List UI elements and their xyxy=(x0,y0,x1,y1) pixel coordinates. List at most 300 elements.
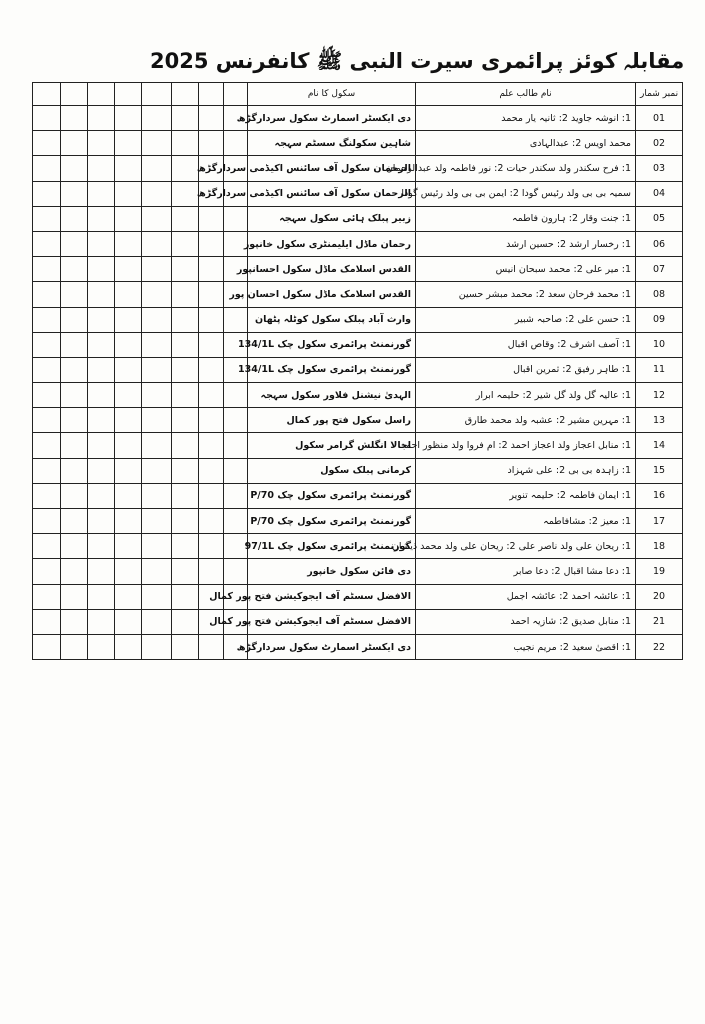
blank-cell xyxy=(142,609,172,634)
student-1-name: 1: میر علی xyxy=(585,263,631,275)
blank-cell xyxy=(88,181,115,206)
blank-cell xyxy=(199,634,224,659)
table-row xyxy=(33,357,683,382)
student-2-name: 2: علی شہزاد xyxy=(507,465,566,477)
blank-cell xyxy=(142,181,172,206)
school-name-cell: الہدیٰ نیشنل فلاور سکول سہجہ xyxy=(248,383,416,408)
blank-cell xyxy=(88,559,115,584)
blank-cell xyxy=(142,483,172,508)
blank-cell xyxy=(142,332,172,357)
blank-cell xyxy=(33,156,61,181)
blank-cell xyxy=(88,131,115,156)
school-name-cell: گورنمنٹ پرائمری سکول چک 134/1L xyxy=(248,332,416,357)
student-names-cell xyxy=(416,231,636,256)
table-row xyxy=(33,433,683,458)
student-names-cell xyxy=(416,206,636,231)
blank-cell xyxy=(172,408,199,433)
student-names-cell xyxy=(385,156,636,181)
blank-cell xyxy=(115,231,142,256)
student-2-name: 2: محمد سبحان انیس xyxy=(495,263,583,275)
school-header: سکول کا نام xyxy=(248,83,416,106)
student-2-name: 2: ثانیہ یار محمد xyxy=(501,112,568,124)
blank-cell xyxy=(61,257,88,282)
student-1-name: 1: مہرین مشیر xyxy=(568,414,631,426)
blank-cell xyxy=(61,181,88,206)
student-1-name: 1: آصف اشرف xyxy=(569,339,631,351)
blank-cell xyxy=(224,206,248,231)
blank-cell xyxy=(33,509,61,534)
student-2-name: 2: عبدالہادی xyxy=(529,137,582,149)
blank-cell xyxy=(88,156,115,181)
blank-cell xyxy=(88,609,115,634)
student-1-name: 1: محمد فرحان سعد xyxy=(547,288,631,300)
student-1-name: 1: رخسار ارشد xyxy=(569,238,631,250)
serial-number-cell: 18 xyxy=(636,534,683,559)
table-row xyxy=(33,609,683,634)
blank-header xyxy=(142,83,172,106)
table-row xyxy=(33,383,683,408)
student-1-name: 1: دعا مشا اقبال xyxy=(563,565,631,577)
blank-cell xyxy=(199,357,224,382)
blank-cell xyxy=(172,383,199,408)
student-1-name: 1: انوشہ جاوید xyxy=(571,112,631,124)
blank-cell xyxy=(88,408,115,433)
student-1-name: 1: منابل صدیق xyxy=(571,616,631,628)
blank-cell xyxy=(199,383,224,408)
blank-cell xyxy=(33,433,61,458)
school-name-cell: دی فائن سکول خانپور xyxy=(248,559,416,584)
blank-cell xyxy=(224,534,248,559)
blank-header xyxy=(61,83,88,106)
serial-number-cell: 12 xyxy=(636,383,683,408)
table-row xyxy=(33,282,683,307)
blank-cell xyxy=(115,106,142,131)
blank-cell xyxy=(142,307,172,332)
student-2-name: 2: صاحبہ شبیر xyxy=(514,314,575,326)
blank-cell xyxy=(61,282,88,307)
blank-cell xyxy=(115,206,142,231)
student-names-cell xyxy=(416,257,636,282)
blank-cell xyxy=(224,559,248,584)
blank-cell xyxy=(33,332,61,357)
serial-number-cell: 01 xyxy=(636,106,683,131)
blank-cell xyxy=(142,559,172,584)
blank-cell xyxy=(199,257,224,282)
blank-cell xyxy=(115,483,142,508)
blank-cell xyxy=(88,483,115,508)
blank-cell xyxy=(33,609,61,634)
blank-cell xyxy=(172,231,199,256)
blank-cell xyxy=(33,206,61,231)
blank-cell xyxy=(199,131,224,156)
blank-cell xyxy=(33,534,61,559)
blank-cell xyxy=(61,433,88,458)
table-row xyxy=(33,534,683,559)
school-name-cell: القدس اسلامک ماڈل سکول احسانپور xyxy=(248,257,416,282)
blank-cell xyxy=(61,559,88,584)
blank-cell xyxy=(224,408,248,433)
serial-number-cell: 19 xyxy=(636,559,683,584)
student-1-name: 1: ریحان علی ولد ناصر علی xyxy=(518,540,631,552)
blank-cell xyxy=(142,131,172,156)
student-1-name: 1: ایمان فاطمہ xyxy=(569,490,631,502)
blank-cell xyxy=(115,634,142,659)
serial-header: نمبر شمار xyxy=(636,83,683,106)
student-names-cell xyxy=(416,509,636,534)
school-name-cell: گورنمنٹ پرائمری سکول چک 70/P xyxy=(248,509,416,534)
student-names-cell xyxy=(416,357,636,382)
serial-number-cell: 07 xyxy=(636,257,683,282)
student-1-name: 1: منابل اعجاز ولد اعجاز احمد xyxy=(510,440,631,452)
blank-cell xyxy=(61,408,88,433)
blank-cell xyxy=(142,509,172,534)
blank-cell xyxy=(88,307,115,332)
blank-cell xyxy=(172,458,199,483)
serial-number-cell: 20 xyxy=(636,584,683,609)
blank-cell xyxy=(115,257,142,282)
student-2-name: 2: ام فروا ولد منظور احمد xyxy=(401,440,508,452)
student-2-name: 2: ہارون فاطمہ xyxy=(512,213,578,225)
table-row xyxy=(33,509,683,534)
student-names-cell xyxy=(416,408,636,433)
school-name-cell: الافضل سسٹم آف ایجوکیشن فتح پور کمال xyxy=(248,609,416,634)
school-name-cell: الافضل سسٹم آف ایجوکیشن فتح پور کمال xyxy=(248,584,416,609)
blank-cell xyxy=(142,408,172,433)
student-header: نام طالب علم xyxy=(416,83,636,106)
table-row xyxy=(33,634,683,659)
blank-cell xyxy=(172,156,199,181)
student-names-cell xyxy=(416,383,636,408)
blank-cell xyxy=(142,458,172,483)
blank-cell xyxy=(115,332,142,357)
blank-cell xyxy=(115,559,142,584)
table-row xyxy=(33,231,683,256)
table-row xyxy=(33,156,683,181)
blank-cell xyxy=(172,357,199,382)
school-name-cell: گورنمنٹ پرائمری سکول چک 70/P xyxy=(248,483,416,508)
blank-cell xyxy=(199,231,224,256)
blank-cell xyxy=(172,584,199,609)
blank-cell xyxy=(33,307,61,332)
blank-header xyxy=(88,83,115,106)
blank-cell xyxy=(115,408,142,433)
blank-cell xyxy=(61,357,88,382)
serial-number-cell: 15 xyxy=(636,458,683,483)
blank-cell xyxy=(172,534,199,559)
student-names-cell xyxy=(401,433,636,458)
serial-number-cell: 17 xyxy=(636,509,683,534)
blank-cell xyxy=(199,282,224,307)
student-2-name: 2: مشافاطمہ xyxy=(543,515,598,527)
student-2-name: 2: دعا صابر xyxy=(513,565,561,577)
blank-cell xyxy=(199,483,224,508)
blank-cell xyxy=(142,231,172,256)
blank-cell xyxy=(33,408,61,433)
blank-cell xyxy=(88,257,115,282)
blank-cell xyxy=(33,383,61,408)
blank-cell xyxy=(115,307,142,332)
school-name-cell: دی ایکسٹر اسمارٹ سکول سردارگڑھ xyxy=(248,106,416,131)
blank-cell xyxy=(142,282,172,307)
blank-cell xyxy=(88,383,115,408)
blank-cell xyxy=(88,357,115,382)
student-1-name: 1: جنت وقار xyxy=(581,213,631,225)
blank-cell xyxy=(172,433,199,458)
blank-cell xyxy=(33,458,61,483)
student-names-cell xyxy=(416,483,636,508)
blank-cell xyxy=(33,181,61,206)
student-1-name: 1: اقصیٰ سعید xyxy=(571,641,631,653)
school-name-cell: الرحمان سکول آف سائنس اکیڈمی سردارگڑھ xyxy=(248,181,416,206)
blank-cell xyxy=(115,609,142,634)
student-2-name: 2: نور فاطمہ ولد عبدالرحمان xyxy=(385,162,504,174)
student-2-name: 2: شازیہ احمد xyxy=(510,616,569,628)
blank-cell xyxy=(172,181,199,206)
blank-cell xyxy=(172,483,199,508)
student-names-cell xyxy=(416,307,636,332)
table-row xyxy=(33,206,683,231)
blank-cell xyxy=(61,509,88,534)
blank-cell xyxy=(224,131,248,156)
school-name-cell: راسل سکول فتح پور کمال xyxy=(248,408,416,433)
blank-cell xyxy=(142,357,172,382)
blank-cell xyxy=(33,257,61,282)
blank-cell xyxy=(172,282,199,307)
table-row xyxy=(33,257,683,282)
blank-cell xyxy=(115,282,142,307)
blank-cell xyxy=(172,131,199,156)
blank-cell xyxy=(199,458,224,483)
school-name-cell: زبیر پبلک ہائی سکول سہجہ xyxy=(248,206,416,231)
table-row xyxy=(33,458,683,483)
blank-cell xyxy=(142,433,172,458)
blank-cell xyxy=(61,131,88,156)
blank-cell xyxy=(33,106,61,131)
blank-cell xyxy=(224,383,248,408)
school-name-cell: الرحمان سکول آف سائنس اکیڈمی سردارگڑھ xyxy=(248,156,416,181)
blank-cell xyxy=(199,559,224,584)
blank-cell xyxy=(61,383,88,408)
blank-header xyxy=(115,83,142,106)
serial-number-cell: 04 xyxy=(636,181,683,206)
blank-cell xyxy=(88,509,115,534)
student-2-name: 2: ثمرین اقبال xyxy=(513,364,572,376)
table-row xyxy=(33,559,683,584)
blank-cell xyxy=(33,282,61,307)
blank-cell xyxy=(88,634,115,659)
student-names-cell xyxy=(416,584,636,609)
blank-cell xyxy=(142,383,172,408)
table-row xyxy=(33,483,683,508)
student-2-name: 2: مریم نجیب xyxy=(513,641,569,653)
student-names-cell xyxy=(391,534,636,559)
serial-number-cell: 10 xyxy=(636,332,683,357)
blank-header xyxy=(199,83,224,106)
blank-cell xyxy=(61,156,88,181)
blank-cell xyxy=(224,483,248,508)
blank-cell xyxy=(142,156,172,181)
student-1-name: محمد اویس xyxy=(584,137,631,149)
student-2-name: 2: حسین ارشد xyxy=(506,238,567,250)
contest-table xyxy=(32,82,683,660)
blank-cell xyxy=(88,534,115,559)
blank-cell xyxy=(224,458,248,483)
blank-cell xyxy=(199,433,224,458)
blank-cell xyxy=(88,458,115,483)
student-2-name: 2: ریحان علی ولد محمد ذیشان xyxy=(391,540,516,552)
blank-cell xyxy=(142,257,172,282)
blank-cell xyxy=(61,634,88,659)
blank-cell xyxy=(115,156,142,181)
student-1-name: سمیہ بی بی ولد رئیس گودا xyxy=(521,188,631,200)
blank-cell xyxy=(33,634,61,659)
blank-cell xyxy=(199,534,224,559)
student-2-name: 2: عائشہ اجمل xyxy=(506,591,569,603)
blank-cell xyxy=(199,307,224,332)
serial-number-cell: 03 xyxy=(636,156,683,181)
blank-cell xyxy=(115,534,142,559)
blank-header xyxy=(224,83,248,106)
blank-cell xyxy=(172,106,199,131)
blank-cell xyxy=(61,206,88,231)
blank-cell xyxy=(142,106,172,131)
blank-cell xyxy=(199,408,224,433)
blank-cell xyxy=(199,332,224,357)
blank-cell xyxy=(172,634,199,659)
blank-cell xyxy=(61,106,88,131)
blank-cell xyxy=(61,231,88,256)
school-name-cell: رحمان ماڈل ایلیمنٹری سکول خانپور xyxy=(248,231,416,256)
student-1-name: 1: معیز xyxy=(600,515,631,527)
student-1-name: 1: عالیہ گل ولد گل شیر xyxy=(534,389,631,401)
blank-cell xyxy=(115,584,142,609)
blank-cell xyxy=(115,131,142,156)
blank-cell xyxy=(88,433,115,458)
blank-cell xyxy=(33,483,61,508)
serial-number-cell: 02 xyxy=(636,131,683,156)
blank-cell xyxy=(142,584,172,609)
table-row xyxy=(33,131,683,156)
blank-cell xyxy=(172,257,199,282)
blank-cell xyxy=(115,181,142,206)
serial-number-cell: 16 xyxy=(636,483,683,508)
table-row xyxy=(33,408,683,433)
school-name-cell: وارث آباد پبلک سکول کوٹلہ پٹھان xyxy=(248,307,416,332)
blank-cell xyxy=(115,383,142,408)
student-names-cell xyxy=(416,131,636,156)
blank-cell xyxy=(33,357,61,382)
student-names-cell xyxy=(416,332,636,357)
student-1-name: 1: حسن علی xyxy=(577,314,631,326)
blank-cell xyxy=(224,433,248,458)
blank-cell xyxy=(61,609,88,634)
blank-cell xyxy=(33,231,61,256)
table-row xyxy=(33,332,683,357)
blank-cell xyxy=(142,534,172,559)
blank-cell xyxy=(88,231,115,256)
page-title: مقابلہ کوئز پرائمری سیرت النبی ﷺ کانفرنس 2025 xyxy=(150,49,685,73)
blank-cell xyxy=(172,206,199,231)
student-2-name: 2: عشبہ ولد محمد طارق xyxy=(464,414,566,426)
blank-cell xyxy=(142,206,172,231)
student-1-name: 1: زاہدہ بی بی xyxy=(568,465,631,477)
blank-cell xyxy=(61,534,88,559)
serial-number-cell: 11 xyxy=(636,357,683,382)
blank-cell xyxy=(33,131,61,156)
student-names-cell xyxy=(416,609,636,634)
student-2-name: 2: محمد مبشر حسین xyxy=(458,288,545,300)
table-row xyxy=(33,181,683,206)
blank-cell xyxy=(172,559,199,584)
student-1-name: 1: عائشہ احمد xyxy=(571,591,631,603)
blank-cell xyxy=(61,458,88,483)
school-name-cell: شاہین سکولنگ سسٹم سہجہ xyxy=(248,131,416,156)
blank-header xyxy=(33,83,61,106)
serial-number-cell: 09 xyxy=(636,307,683,332)
blank-cell xyxy=(88,206,115,231)
blank-cell xyxy=(115,458,142,483)
blank-cell xyxy=(33,584,61,609)
student-2-name: 2: ایمن بی بی ولد رئیس گودا xyxy=(401,188,519,200)
blank-cell xyxy=(172,332,199,357)
table-row xyxy=(33,584,683,609)
blank-cell xyxy=(88,332,115,357)
blank-cell xyxy=(115,357,142,382)
header-row xyxy=(33,83,683,106)
blank-cell xyxy=(199,509,224,534)
blank-cell xyxy=(172,307,199,332)
blank-cell xyxy=(172,609,199,634)
table-row xyxy=(33,307,683,332)
student-names-cell xyxy=(416,634,636,659)
serial-number-cell: 21 xyxy=(636,609,683,634)
blank-cell xyxy=(199,106,224,131)
student-2-name: 2: حلیمہ تنویر xyxy=(509,490,566,502)
blank-cell xyxy=(224,509,248,534)
student-names-cell xyxy=(416,559,636,584)
blank-header xyxy=(172,83,199,106)
blank-cell xyxy=(172,509,199,534)
serial-number-cell: 13 xyxy=(636,408,683,433)
school-name-cell: کرمانی پبلک سکول xyxy=(248,458,416,483)
serial-number-cell: 05 xyxy=(636,206,683,231)
blank-cell xyxy=(88,282,115,307)
school-name-cell: دی ایکسٹر اسمارٹ سکول سردارگڑھ xyxy=(248,634,416,659)
school-name-cell: اجالا انگلش گرامر سکول xyxy=(248,433,416,458)
student-names-cell xyxy=(416,282,636,307)
blank-cell xyxy=(88,584,115,609)
blank-cell xyxy=(115,433,142,458)
school-name-cell: گورنمنٹ پرائمری سکول چک 134/1L xyxy=(248,357,416,382)
student-names-cell xyxy=(401,181,636,206)
student-2-name: 2: وقاص اقبال xyxy=(507,339,567,351)
student-1-name: 1: فرح سکندر ولد سکندر حیات xyxy=(506,162,631,174)
blank-cell xyxy=(61,332,88,357)
student-1-name: 1: طاہر رفیق xyxy=(574,364,631,376)
serial-number-cell: 14 xyxy=(636,433,683,458)
serial-number-cell: 06 xyxy=(636,231,683,256)
serial-number-cell: 08 xyxy=(636,282,683,307)
table-row xyxy=(33,106,683,131)
student-names-cell xyxy=(416,106,636,131)
blank-cell xyxy=(199,206,224,231)
blank-cell xyxy=(61,307,88,332)
serial-number-cell: 22 xyxy=(636,634,683,659)
blank-cell xyxy=(88,106,115,131)
blank-cell xyxy=(224,307,248,332)
school-name-cell: گورنمنٹ پرائمری سکول چک 97/1L xyxy=(248,534,416,559)
blank-cell xyxy=(33,559,61,584)
